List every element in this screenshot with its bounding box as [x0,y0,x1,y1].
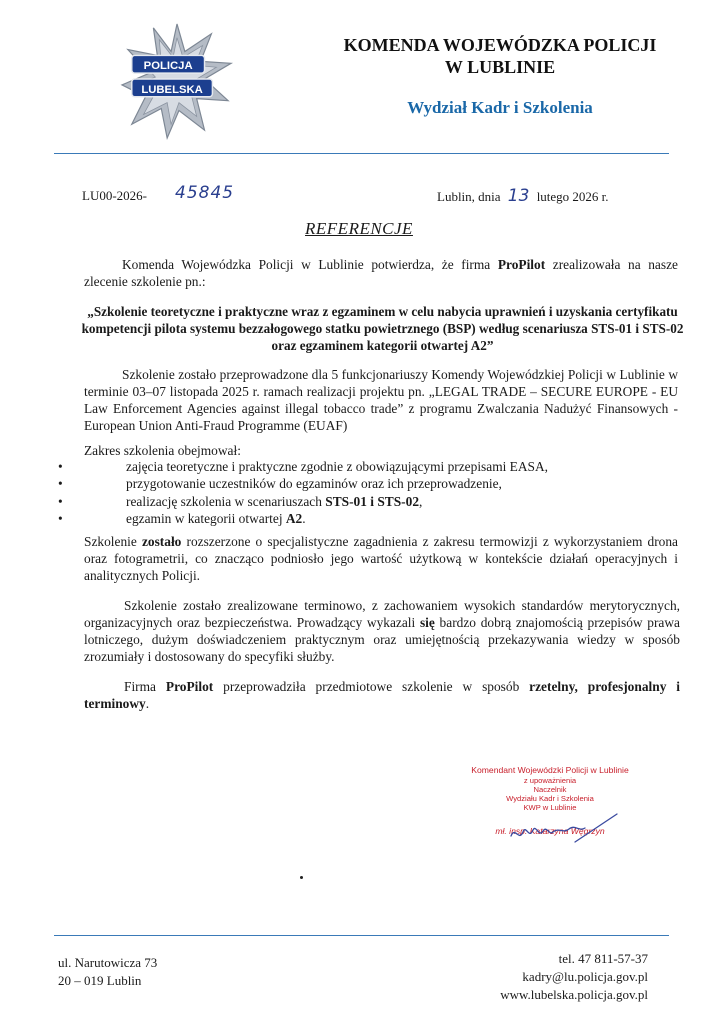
list-item [58,459,548,476]
extended-paragraph [84,533,678,584]
organization-name [300,34,700,78]
date-line [437,186,609,206]
scope-item-text: egzamin w kategorii otwartej [126,510,286,526]
footer-address [58,954,157,990]
bullet-icon: • [58,459,63,474]
organization-name-line2: W LUBLINIE [444,57,556,77]
date-day-handwritten: 13 [507,186,530,206]
scope-item-text: zajęcia teoretyczne i praktyczne zgodnie z obowiązującymi przepisami EASA, [126,459,548,474]
extended-text-before: Szkolenie [84,534,142,549]
date-prefix: Lublin, dnia [437,189,501,204]
reference-prefix: LU00-2026- [82,188,147,203]
logo-text-lubelska: LUBELSKA [141,83,203,96]
contact-phone: tel. 47 811-57-37 [558,951,648,966]
contact-website[interactable]: www.lubelska.policja.gov.pl [500,987,648,1002]
footer-divider [54,935,669,936]
scope-list [58,459,548,528]
list-item [58,511,548,528]
intro-company-name: ProPilot [497,257,546,272]
department-name: Wydział Kadr i Szkolenia [407,98,593,117]
firm-qualities: rzetelny, profesjonalny i terminowy [84,679,680,711]
scope-item-text: przygotowanie uczestników do egzaminów oraz ich przeprowadzenie, [126,476,502,492]
stamp-line-kwp: KWP w Lublinie [523,802,577,812]
list-item [58,494,548,511]
realized-bold: się [419,615,435,630]
organization-name-line1: KOMENDA WOJEWÓDZKA POLICJI [343,35,657,55]
page-mark [300,876,303,879]
scope-item-bold: A2 [285,510,303,526]
firm-text-after: . [145,696,150,711]
firm-paragraph [84,678,680,712]
bullet-icon: • [58,493,63,509]
scope-item-bold: STS-01 i STS-02 [325,493,420,509]
scope-item-after: . [302,510,306,526]
scope-header: Zakres szkolenia obejmował: [84,443,241,458]
contact-email[interactable]: kadry@lu.policja.gov.pl [522,969,648,984]
firm-text-before: Firma [124,679,166,694]
intro-paragraph [84,256,678,290]
training-subject: „Szkolenie teoretyczne i praktyczne wraz z egzaminem w celu nabycia uprawnień i uzyskania certyfikatu kompetencji pilota systemu bezzałogowego statku powietrznego (BSP) według scenariusza STS-01 i STS-02 oraz egzaminem kategorii otwartej A2” [81,304,684,353]
police-star-logo [118,22,236,140]
scope-item-after: , [419,493,423,509]
stamp-line-commander: Komendant Wojewódzki Policji w Lublinie [471,765,629,775]
extended-text-after: rozszerzone o specjalistyczne zagadnienia z zakresu termowizji z wykorzystaniem drona oraz fotogrametrii, co znacząco podniosło jego wartość użytkową w kontekście działań operacyjnych i analitycznych Policji. [84,534,679,583]
footer-contact [500,950,648,1004]
firm-text-middle: przeprowadziła przedmiotowe szkolenie w sposób [213,679,530,694]
intro-text-before: Komenda Wojewódzka Policji w Lublinie potwierdza, że firma [122,257,498,272]
reference-number-handwritten: 45845 [175,183,235,203]
document-title: REFERENCJE [305,219,413,238]
extended-bold: zostało [141,534,182,549]
scope-item-text: realizację szkolenia w scenariuszach [126,493,326,509]
stamp-line-authorization: z upoważnienia [523,775,577,785]
intro-text-after: zrealizowała na nasze zlecenie szkolenie pn.: [84,257,678,289]
realized-text-before: Szkolenie zostało zrealizowane terminowo, z zachowaniem wysokich standardów merytorycznych, organizacyjnych oraz bezpieczeństwa. Prowadzący wykazali [84,598,680,630]
list-item [58,476,548,493]
stamp-line-department: Wydziału Kadr i Szkolenia [506,793,594,803]
logo-text-policja: POLICJA [143,60,193,73]
realized-text-after: bardzo dobrą znajomością przepisów prawa lotniczego, dużym doświadczeniem praktycznym oraz umiejętnością przekazywania wiedzy w sposób zrozumiały i dostosowany do specyfiki służby. [84,615,680,664]
stamp-line-head: Naczelnik [533,784,567,794]
address-street: ul. Narutowicza 73 [58,955,158,970]
date-suffix: lutego 2026 r. [536,189,609,204]
bullet-icon: • [58,476,63,492]
realized-paragraph [84,597,680,665]
bullet-icon: • [58,510,63,526]
handwritten-signature [505,812,625,848]
address-city: 20 – 019 Lublin [58,973,142,988]
conducted-paragraph: Szkolenie zostało przeprowadzone dla 5 funkcjonariuszy Komendy Wojewódzkiej Policji w Lublinie w terminie 03–07 listopada 2025 r. ramach realizacji projektu pn. „LEGAL TRADE – SECURE EUROPE - EU Law Enforcement Agencies against illegal tobacco trade” z programu Zwalczania Nadużyć Finansowych - European Union Anti-Fraud Programme (EUAF) [84,367,678,433]
header-divider [54,153,669,154]
stamp-signatory: mł. insp. Katarzyna Węgrzyn [495,825,605,836]
firm-company-name: ProPilot [165,679,214,694]
